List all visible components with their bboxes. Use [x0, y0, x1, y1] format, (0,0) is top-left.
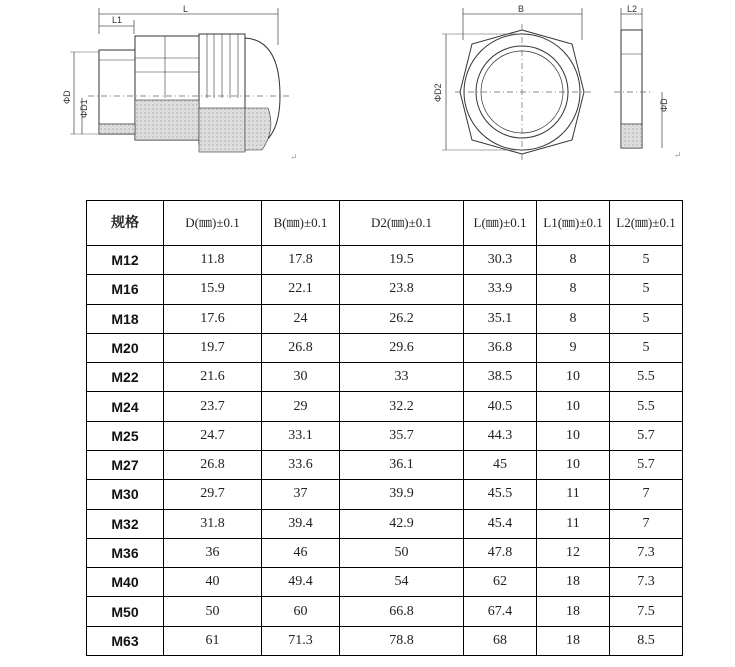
- cell-b: 17.8: [262, 246, 340, 275]
- cell-d2: 66.8: [340, 597, 464, 626]
- spec-table: [86, 200, 683, 656]
- nut-front-view: [0, 0, 735, 175]
- table-row: [87, 626, 683, 655]
- cell-l1: 8: [537, 246, 610, 275]
- cell-l: 45.4: [464, 509, 537, 538]
- cell-b: 33.1: [262, 421, 340, 450]
- cell-b: 26.8: [262, 333, 340, 362]
- cell-d: 29.7: [164, 480, 262, 509]
- cell-l: 47.8: [464, 538, 537, 567]
- cell-d2: 36.1: [340, 450, 464, 479]
- cell-l2: 7.3: [610, 538, 683, 567]
- table-row: [87, 392, 683, 421]
- cell-l2: 7.3: [610, 568, 683, 597]
- cell-model: M22: [87, 363, 164, 392]
- table-header-row: [87, 201, 683, 246]
- cell-model: M40: [87, 568, 164, 597]
- svg-text:ΦD: ΦD: [659, 98, 669, 112]
- cell-d: 61: [164, 626, 262, 655]
- cell-l2: 5.5: [610, 363, 683, 392]
- cell-l: 33.9: [464, 275, 537, 304]
- cell-d: 23.7: [164, 392, 262, 421]
- cell-l1: 9: [537, 333, 610, 362]
- header-d: D(㎜)±0.1: [164, 201, 262, 246]
- cell-d: 11.8: [164, 246, 262, 275]
- table-row: [87, 275, 683, 304]
- cell-d: 26.8: [164, 450, 262, 479]
- table-row: [87, 363, 683, 392]
- cell-l1: 10: [537, 421, 610, 450]
- table-row: [87, 450, 683, 479]
- cell-l1: 10: [537, 363, 610, 392]
- cell-l: 30.3: [464, 246, 537, 275]
- cell-l1: 8: [537, 304, 610, 333]
- cell-l: 67.4: [464, 597, 537, 626]
- cell-b: 46: [262, 538, 340, 567]
- cell-d: 21.6: [164, 363, 262, 392]
- cell-l: 62: [464, 568, 537, 597]
- cell-d: 36: [164, 538, 262, 567]
- cell-l: 68: [464, 626, 537, 655]
- table-row: [87, 333, 683, 362]
- cell-d2: 26.2: [340, 304, 464, 333]
- cell-l2: 7.5: [610, 597, 683, 626]
- cell-d: 40: [164, 568, 262, 597]
- header-model: 规格: [87, 201, 164, 246]
- cell-b: 71.3: [262, 626, 340, 655]
- svg-text:↵: ↵: [290, 152, 298, 162]
- svg-text:↵: ↵: [674, 150, 682, 160]
- cell-d2: 39.9: [340, 480, 464, 509]
- table-row: [87, 304, 683, 333]
- cell-l2: 7: [610, 480, 683, 509]
- svg-text:L2: L2: [627, 4, 638, 14]
- cell-b: 24: [262, 304, 340, 333]
- cell-b: 30: [262, 363, 340, 392]
- cell-d2: 23.8: [340, 275, 464, 304]
- cell-l1: 18: [537, 568, 610, 597]
- table-row: [87, 509, 683, 538]
- svg-text:ΦD: ΦD: [62, 90, 72, 104]
- cell-d2: 42.9: [340, 509, 464, 538]
- cell-l2: 7: [610, 509, 683, 538]
- cell-d2: 54: [340, 568, 464, 597]
- header-b: B(㎜)±0.1: [262, 201, 340, 246]
- header-d2: D2(㎜)±0.1: [340, 201, 464, 246]
- cell-l1: 18: [537, 597, 610, 626]
- cell-d2: 32.2: [340, 392, 464, 421]
- table-row: [87, 246, 683, 275]
- cell-l2: 5: [610, 333, 683, 362]
- header-l2: L2(㎜)±0.1: [610, 201, 683, 246]
- cell-model: M25: [87, 421, 164, 450]
- svg-text:L1: L1: [112, 15, 123, 25]
- cell-l2: 5: [610, 246, 683, 275]
- cell-d2: 78.8: [340, 626, 464, 655]
- cell-l1: 12: [537, 538, 610, 567]
- table-row: [87, 568, 683, 597]
- cell-d2: 50: [340, 538, 464, 567]
- cell-b: 37: [262, 480, 340, 509]
- cell-l1: 10: [537, 392, 610, 421]
- cell-d: 19.7: [164, 333, 262, 362]
- cell-l2: 8.5: [610, 626, 683, 655]
- header-l1: L1(㎜)±0.1: [537, 201, 610, 246]
- cell-d: 15.9: [164, 275, 262, 304]
- cell-model: M27: [87, 450, 164, 479]
- cell-l1: 10: [537, 450, 610, 479]
- svg-text:ΦD2: ΦD2: [433, 83, 443, 102]
- cell-l: 45: [464, 450, 537, 479]
- cell-model: M32: [87, 509, 164, 538]
- cell-d: 24.7: [164, 421, 262, 450]
- svg-text:ΦD1: ΦD1: [79, 99, 89, 118]
- cell-b: 60: [262, 597, 340, 626]
- cell-l1: 11: [537, 509, 610, 538]
- header-l: L(㎜)±0.1: [464, 201, 537, 246]
- cell-d: 50: [164, 597, 262, 626]
- cell-l2: 5.7: [610, 421, 683, 450]
- cell-b: 22.1: [262, 275, 340, 304]
- technical-drawings: [0, 0, 735, 190]
- cell-l2: 5.5: [610, 392, 683, 421]
- cell-d: 31.8: [164, 509, 262, 538]
- cell-model: M12: [87, 246, 164, 275]
- cell-l: 45.5: [464, 480, 537, 509]
- cell-l: 44.3: [464, 421, 537, 450]
- table-row: [87, 538, 683, 567]
- cell-l: 35.1: [464, 304, 537, 333]
- cell-b: 39.4: [262, 509, 340, 538]
- svg-text:B: B: [518, 4, 525, 14]
- cell-l1: 18: [537, 626, 610, 655]
- cell-model: M16: [87, 275, 164, 304]
- cell-l: 40.5: [464, 392, 537, 421]
- cell-d2: 35.7: [340, 421, 464, 450]
- cell-l1: 11: [537, 480, 610, 509]
- cell-model: M30: [87, 480, 164, 509]
- cell-model: M20: [87, 333, 164, 362]
- table-row: [87, 597, 683, 626]
- cell-model: M50: [87, 597, 164, 626]
- cell-l2: 5.7: [610, 450, 683, 479]
- svg-text:L: L: [183, 4, 189, 14]
- cell-b: 29: [262, 392, 340, 421]
- cell-model: M63: [87, 626, 164, 655]
- cell-model: M24: [87, 392, 164, 421]
- cell-d: 17.6: [164, 304, 262, 333]
- cell-d2: 19.5: [340, 246, 464, 275]
- table-row: [87, 421, 683, 450]
- cell-l: 36.8: [464, 333, 537, 362]
- table-row: [87, 480, 683, 509]
- cell-d2: 33: [340, 363, 464, 392]
- cell-d2: 29.6: [340, 333, 464, 362]
- cell-b: 49.4: [262, 568, 340, 597]
- cell-l: 38.5: [464, 363, 537, 392]
- cell-b: 33.6: [262, 450, 340, 479]
- cell-model: M18: [87, 304, 164, 333]
- cell-model: M36: [87, 538, 164, 567]
- cell-l2: 5: [610, 304, 683, 333]
- cell-l2: 5: [610, 275, 683, 304]
- cell-l1: 8: [537, 275, 610, 304]
